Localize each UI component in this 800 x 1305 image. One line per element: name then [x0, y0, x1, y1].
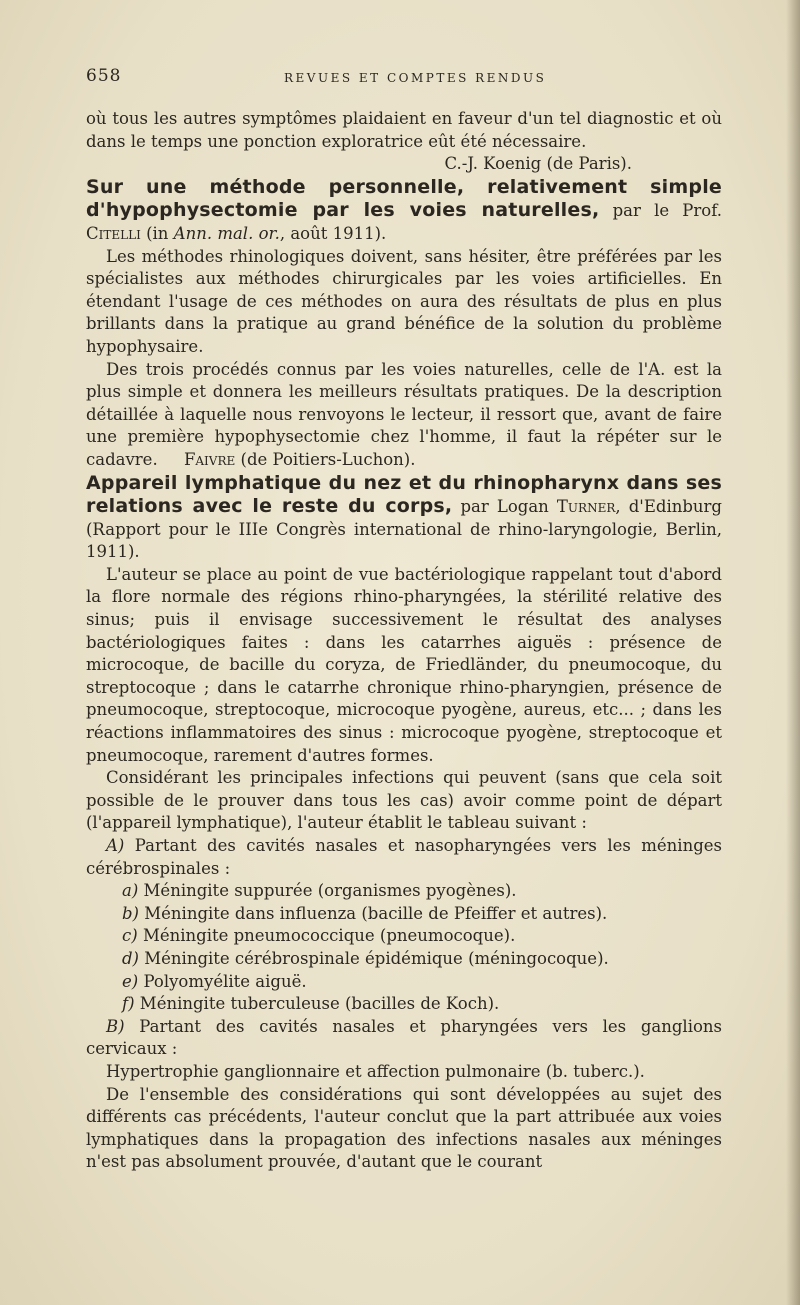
list-heading-text: Partant des cavités nasales et nasopharyngées vers les méninges cérébrospinales : [86, 836, 723, 878]
list-text: Méningite cérébrospinale épidémique (méningocoque). [144, 948, 609, 968]
section-ref: , d'Edinburg (Rapport pour le IIIe Congrès international de rhino-laryngologie, Berlin, 1911). [86, 497, 722, 562]
paragraph: Les méthodes rhinologiques doivent, sans hésiter, être préférées par les spécialistes aux méthodes chirurgicales par les voies artificielles. En étendant l'usage de ces méthodes on aura des résultats de plus en plus brillants dans la pratique au grand bénéfice de la solution du problème hypophysaire. [86, 246, 722, 356]
list-text: Polyomyélite aiguë. [143, 971, 307, 991]
paragraph: Considérant les principales infections qui peuvent (sans que cela soit possible de le prouver dans tous les cas) avoir comme point de départ (l'appareil lymphatique), l'auteur établit le tableau suivant : [86, 768, 722, 833]
section-title: Sur une méthode personnelle, relativement simple d'hypophysectomie par les voies naturelles, [86, 175, 722, 222]
section-heading-hypophysectomie [86, 176, 722, 246]
signature-faivre-place: (de Poitiers-Luchon). [240, 449, 416, 469]
paragraph-text: Des trois procédés connus par les voies naturelles, celle de l'A. est la plus simple et donnera les meilleurs résultats pratiques. De la description détaillée à laquelle nous renvoyons le lecteur, il ressort que, avant de faire une première hypophysectomie chez l'homme, il faut la répéter sur le cadavre. [86, 359, 722, 469]
list-heading-b [86, 1016, 722, 1061]
list-item [86, 925, 722, 948]
list-item [86, 971, 722, 994]
list-text: Méningite dans influenza (bacille de Pfeiffer et autres). [144, 903, 608, 923]
section-ref-post: , août 1911). [279, 223, 387, 243]
signature-koenig: C.-J. Koenig (de Paris). [444, 154, 632, 174]
section-ref-pre: (in [146, 223, 169, 243]
list-text: Méningite pneumococcique (pneumocoque). [142, 926, 516, 946]
list-text: Méningite suppurée (organismes pyogènes). [143, 881, 517, 901]
page-edge-shadow [786, 0, 800, 1305]
section-author: Citelli [86, 223, 141, 243]
list-item [86, 880, 722, 903]
list-heading-text: Partant des cavités nasales et pharyngées vers les ganglions cervicaux : [86, 1016, 722, 1059]
list-heading-letter: B) [106, 1016, 125, 1036]
list-item [86, 948, 722, 971]
list-letter: b) [122, 903, 139, 923]
paragraph [86, 359, 722, 472]
paragraph: L'auteur se place au point de vue bactériologique rappelant tout d'abord la flore normale des régions rhino-pharyngées, la stérilité relative des sinus; puis il envisage successivement le résultat des analyses bactériologiques faites : dans les catarrhes aiguës : présence de microcoque, de bacille du coryza, de Friedländer, du pneumocoque, du streptocoque ; dans le catarrhe chronique rhino-pharyngien, présence de pneumocoque, streptocoque, microcoque pyogène, aureus, etc... ; dans les réactions inflammatoires des sinus : microcoque pyogène, streptocoque et pneumocoque, rarement d'autres formes. [86, 564, 722, 765]
list-text: Méningite tuberculeuse (bacilles de Koch). [139, 994, 500, 1014]
page-header [86, 66, 722, 90]
section-heading-lymphatique [86, 472, 722, 564]
list-letter: f) [122, 994, 135, 1014]
section-title: Appareil lymphatique du nez et du rhinopharynx dans ses relations avec le reste du corps, [86, 471, 722, 518]
running-head: REVUES ET COMPTES RENDUS [284, 71, 547, 85]
signature-faivre-name: Faivre [183, 449, 236, 469]
list-heading-letter: A) [106, 836, 125, 855]
section-author: Turner [556, 497, 616, 517]
paragraph: De l'ensemble des considérations qui sont développées au sujet des différents cas précédents, l'auteur conclut que la part attribuée aux voies lymphatiques dans la propagation des infections nasales aux méninges n'est pas absolument prouvée, d'autant que le courant [86, 1084, 722, 1172]
page-number: 658 [86, 66, 122, 86]
list-item [86, 903, 722, 926]
article-body [86, 108, 722, 1174]
list-letter: c) [122, 926, 138, 946]
list-letter: e) [122, 971, 139, 991]
paragraph: Hypertrophie ganglionnaire et affection pulmonaire (b. tuberc.). [106, 1061, 645, 1081]
section-journal: Ann. mal. or. [173, 223, 280, 243]
section-byline: par Logan [460, 497, 549, 517]
list-letter: a) [122, 881, 139, 901]
section-byline: par le Prof. [612, 201, 722, 221]
list-letter: d) [122, 948, 139, 968]
paragraph-continued: où tous les autres symptômes plaidaient en faveur d'un tel diagnostic et où dans le temps une ponction exploratrice eût été nécessaire. [86, 109, 722, 151]
list-item [86, 993, 722, 1016]
list-heading-a [86, 835, 722, 880]
